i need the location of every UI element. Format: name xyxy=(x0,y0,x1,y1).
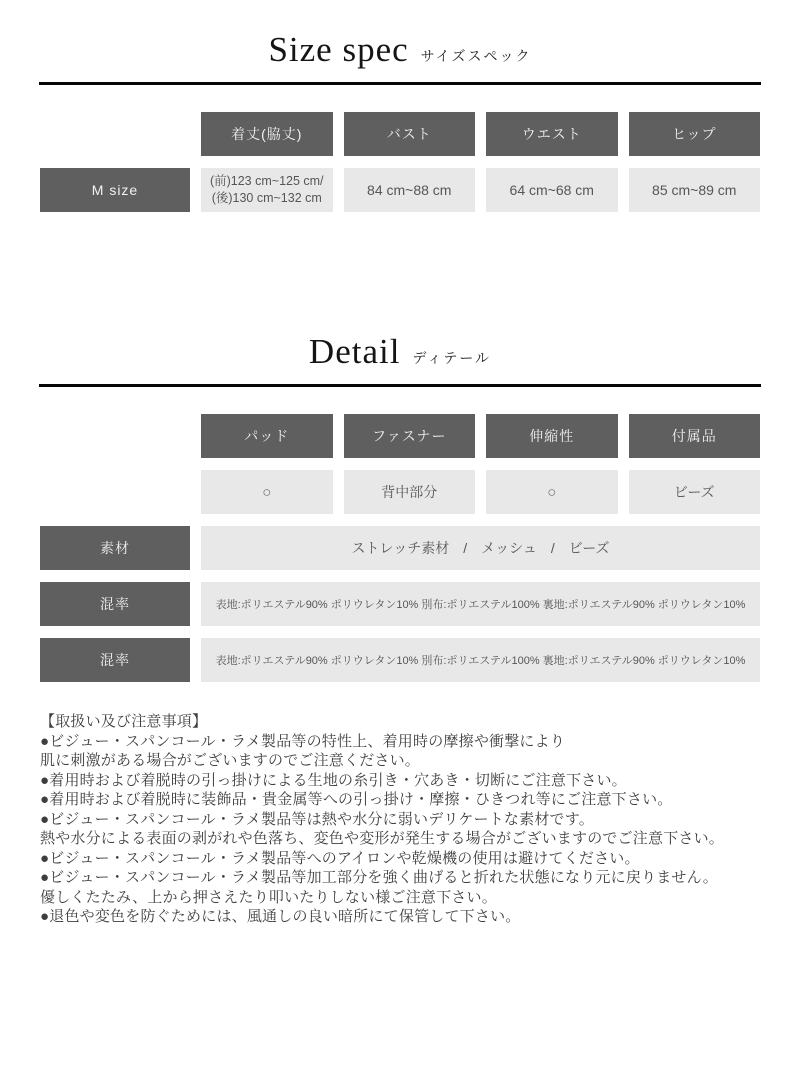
column-header-bust: バスト xyxy=(344,112,476,156)
note-line: 優しくたたみ、上から押さえたり叩いたりしない様ご注意下さい。 xyxy=(40,888,497,906)
row-header-mix-ratio-2: 混率 xyxy=(40,638,190,682)
note-line: ●着用時および着脱時の引っ掛けによる生地の糸引き・穴あき・切断にご注意下さい。 xyxy=(40,771,627,789)
empty-corner-cell xyxy=(40,414,190,458)
note-line: ●ビジュー・スパンコール・ラメ製品等は熱や水分に弱いデリケートな素材です。 xyxy=(40,810,594,828)
row-header-m-size: M size xyxy=(40,168,190,212)
column-header-stretch: 伸縮性 xyxy=(486,414,618,458)
column-header-hip: ヒップ xyxy=(629,112,761,156)
detail-title-ja: ディテール xyxy=(412,350,492,366)
empty-corner-cell xyxy=(40,112,190,156)
detail-table xyxy=(40,414,760,682)
handling-notes xyxy=(40,712,770,927)
value-stretch: ○ xyxy=(486,470,618,514)
column-header-length: 着丈(脇丈) xyxy=(201,112,333,156)
column-header-pad: パッド xyxy=(201,414,333,458)
column-header-fastener: ファスナー xyxy=(344,414,476,458)
value-bust: 84 cm~88 cm xyxy=(344,168,476,212)
divider-line xyxy=(39,384,761,387)
detail-header xyxy=(0,212,800,387)
size-spec-table xyxy=(40,112,760,212)
note-line: ●ビジュー・スパンコール・ラメ製品等加工部分を強く曲げると折れた状態になり元に戻りません。 xyxy=(40,869,718,886)
divider-line xyxy=(39,82,761,85)
note-line: 熱や水分による表面の剥がれや色落ち、変色や変形が発生する場合がございますのでご注意下さい。 xyxy=(40,830,725,847)
note-line: ●着用時および着脱時に装飾品・貴金属等への引っ掛け・摩擦・ひきつれ等にご注意下さい。 xyxy=(40,791,673,808)
value-accessory: ビーズ xyxy=(629,470,761,514)
value-waist: 64 cm~68 cm xyxy=(486,168,618,212)
row-header-mix-ratio-1: 混率 xyxy=(40,582,190,626)
value-pad: ○ xyxy=(201,470,333,514)
note-line: ●ビジュー・スパンコール・ラメ製品等の特性上、着用時の摩擦や衝撃により xyxy=(40,732,566,750)
value-material: ストレッチ素材 / メッシュ / ビーズ xyxy=(201,526,760,570)
size-spec-title-en: Size spec xyxy=(268,30,409,69)
size-spec-title xyxy=(0,30,800,76)
value-length-back: (後)130 cm~132 cm xyxy=(211,191,322,205)
detail-title-en: Detail xyxy=(308,332,401,371)
value-hip: 85 cm~89 cm xyxy=(629,168,761,212)
empty-label-cell xyxy=(40,470,190,514)
value-length-front: (前)123 cm~125 cm/ xyxy=(209,174,324,189)
detail-title xyxy=(0,332,800,378)
size-spec-header xyxy=(0,0,800,85)
value-fastener: 背中部分 xyxy=(344,470,476,514)
column-header-accessory: 付属品 xyxy=(629,414,761,458)
row-header-material: 素材 xyxy=(40,526,190,570)
note-line: ●ビジュー・スパンコール・ラメ製品等へのアイロンや乾燥機の使用は避けてください。 xyxy=(40,849,640,867)
column-header-waist: ウエスト xyxy=(486,112,618,156)
note-line: 肌に刺激がある場合がございますのでご注意ください。 xyxy=(40,752,421,769)
value-length xyxy=(201,168,333,212)
note-line: ●退色や変色を防ぐためには、風通しの良い暗所にて保管して下さい。 xyxy=(40,908,521,925)
value-mix-ratio-2: 表地:ポリエステル90% ポリウレタン10% 別布:ポリエステル100% 裏地:ポリエステル90% ポリウレタン10% xyxy=(201,638,760,682)
size-spec-title-ja: サイズスペック xyxy=(420,48,532,64)
notes-heading: 【取扱い及び注意事項】 xyxy=(40,713,208,730)
value-mix-ratio-1: 表地:ポリエステル90% ポリウレタン10% 別布:ポリエステル100% 裏地:ポリエステル90% ポリウレタン10% xyxy=(201,582,760,626)
